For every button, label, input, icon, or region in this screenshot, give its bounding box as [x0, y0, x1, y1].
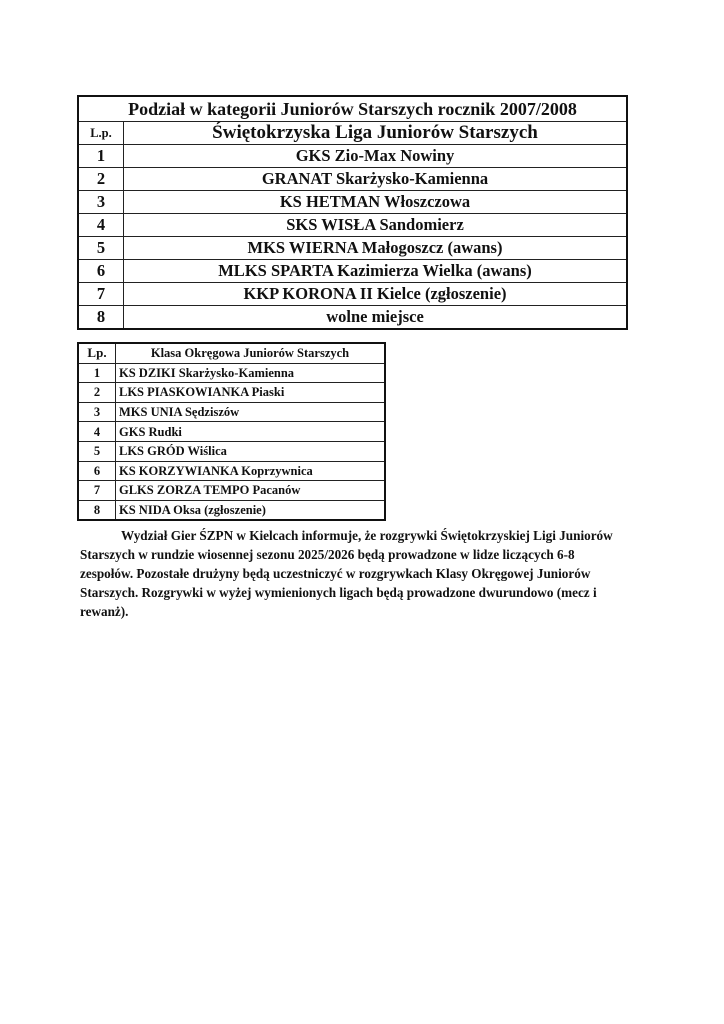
team-name: SKS WISŁA Sandomierz — [124, 214, 628, 237]
team-name: GLKS ZORZA TEMPO Pacanów — [116, 481, 386, 501]
table-row — [78, 481, 385, 501]
table-row — [78, 168, 627, 191]
team-name: GKS Rudki — [116, 422, 386, 442]
row-number: 2 — [78, 168, 124, 191]
team-name: LKS PIASKOWIANKA Piaski — [116, 383, 386, 403]
row-number: 2 — [78, 383, 116, 403]
row-number: 8 — [78, 500, 116, 520]
table-title-row — [78, 96, 627, 122]
column-header-number: L.p. — [78, 122, 124, 145]
row-number: 8 — [78, 306, 124, 330]
team-name: KS KORZYWIANKA Koprzywnica — [116, 461, 386, 481]
table-row — [78, 383, 385, 403]
table-row — [78, 260, 627, 283]
table-header-row — [78, 343, 385, 363]
table-row — [78, 191, 627, 214]
team-name: GRANAT Skarżysko-Kamienna — [124, 168, 628, 191]
table-header-row — [78, 122, 627, 145]
column-header-league: Świętokrzyska Liga Juniorów Starszych — [124, 122, 628, 145]
row-number: 4 — [78, 214, 124, 237]
league-table-klasa-okregowa — [77, 342, 386, 521]
table-title: Podział w kategorii Juniorów Starszych rocznik 2007/2008 — [78, 96, 627, 122]
table-row — [78, 237, 627, 260]
league-table-swietokrzyska — [77, 95, 628, 330]
row-number: 6 — [78, 260, 124, 283]
row-number: 3 — [78, 191, 124, 214]
team-name: KKP KORONA II Kielce (zgłoszenie) — [124, 283, 628, 306]
team-name: wolne miejsce — [124, 306, 628, 330]
table-row — [78, 306, 627, 330]
row-number: 7 — [78, 283, 124, 306]
row-number: 3 — [78, 402, 116, 422]
column-header-number: Lp. — [78, 343, 116, 363]
table-row — [78, 402, 385, 422]
team-name: MKS WIERNA Małogoszcz (awans) — [124, 237, 628, 260]
team-name: GKS Zio-Max Nowiny — [124, 145, 628, 168]
column-header-league: Klasa Okręgowa Juniorów Starszych — [116, 343, 386, 363]
row-number: 1 — [78, 145, 124, 168]
row-number: 5 — [78, 237, 124, 260]
table-row — [78, 363, 385, 383]
team-name: KS NIDA Oksa (zgłoszenie) — [116, 500, 386, 520]
table-row — [78, 283, 627, 306]
table-row — [78, 461, 385, 481]
row-number: 1 — [78, 363, 116, 383]
team-name: MLKS SPARTA Kazimierza Wielka (awans) — [124, 260, 628, 283]
table-row — [78, 145, 627, 168]
row-number: 5 — [78, 441, 116, 461]
row-number: 7 — [78, 481, 116, 501]
table-row — [78, 422, 385, 442]
table-row — [78, 214, 627, 237]
table-row — [78, 441, 385, 461]
notice-paragraph: Wydział Gier ŚZPN w Kielcach informuje, że rozgrywki Świętokrzyskiej Ligi Juniorów Starszych w rundzie wiosennej sezonu 2025/2026 będą prowadzone w lidze liczących 6-8 zespołów. Pozostałe drużyny będą uczestniczyć w rozgrywkach Klasy Okręgowej Juniorów Starszych. Rozgrywki w wyżej wymienionych ligach będą prowadzone dwurundowo (mecz i rewanż). — [80, 528, 613, 619]
team-name: MKS UNIA Sędziszów — [116, 402, 386, 422]
team-name: KS HETMAN Włoszczowa — [124, 191, 628, 214]
team-name: LKS GRÓD Wiślica — [116, 441, 386, 461]
table-row — [78, 500, 385, 520]
row-number: 4 — [78, 422, 116, 442]
row-number: 6 — [78, 461, 116, 481]
team-name: KS DZIKI Skarżysko-Kamienna — [116, 363, 386, 383]
